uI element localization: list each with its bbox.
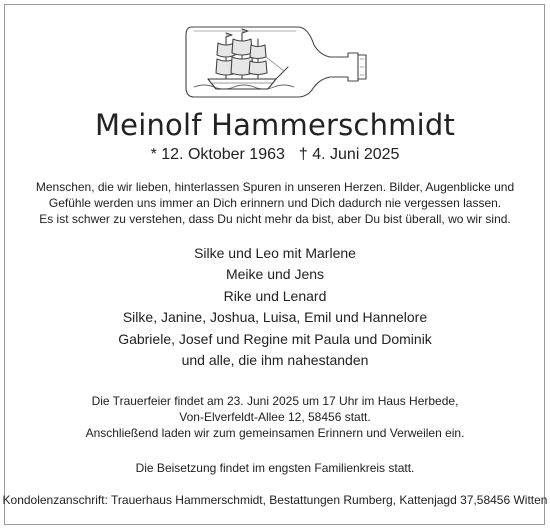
quote-line: Menschen, die wir lieben, hinterlassen Spuren in unseren Herzen. Bilder, Augenblicke und (35, 180, 515, 194)
mourner-line: Gabriele, Josef und Regine mit Paula und Dominik (118, 330, 432, 347)
mourner-line: Rike und Lenard (223, 287, 327, 304)
service-line: Die Trauerfeier findet am 23. Juni 2025 um 17 Uhr im Haus Herbede, (91, 394, 459, 408)
mourners-list (0, 243, 550, 371)
mourner-line: und alle, die ihm nahestanden (181, 352, 369, 369)
deceased-name: Meinolf Hammerschmidt (94, 108, 456, 142)
mourner-line: Silke und Leo mit Marlene (194, 245, 356, 261)
burial-info: Die Beisetzung findet im engsten Familienkreis statt. (135, 461, 415, 475)
ship-in-bottle-icon (180, 17, 370, 107)
mourner-line: Silke, Janine, Joshua, Luisa, Emil und Hannelore (122, 309, 428, 326)
funeral-service-info (0, 393, 550, 441)
mourner-line: Meike und Jens (225, 266, 325, 283)
life-dates (0, 146, 550, 164)
service-line: Von-Elverfeldt-Allee 12, 58456 statt. (179, 410, 371, 424)
service-line: Anschließend laden wir zum gemeinsamen Erinnern und Verweilen ein. (85, 426, 465, 440)
birth-date: * 12. Oktober 1963 (150, 146, 285, 163)
condolence-address: Kondolenzanschrift: Trauerhaus Hammerschmidt, Bestattungen Rumberg, Kattenjagd 37,58456 Witten (2, 493, 548, 507)
death-date: † 4. Juni 2025 (298, 146, 400, 163)
quote-line: Es ist schwer zu verstehen, dass Du nicht mehr da bist, aber Du bist überall, wo wir sind. (39, 212, 511, 226)
quote-line: Gefühle werden uns immer an Dich erinnern und Dich dadurch nie vergessen lassen. (48, 196, 502, 210)
memorial-quote (0, 179, 550, 227)
